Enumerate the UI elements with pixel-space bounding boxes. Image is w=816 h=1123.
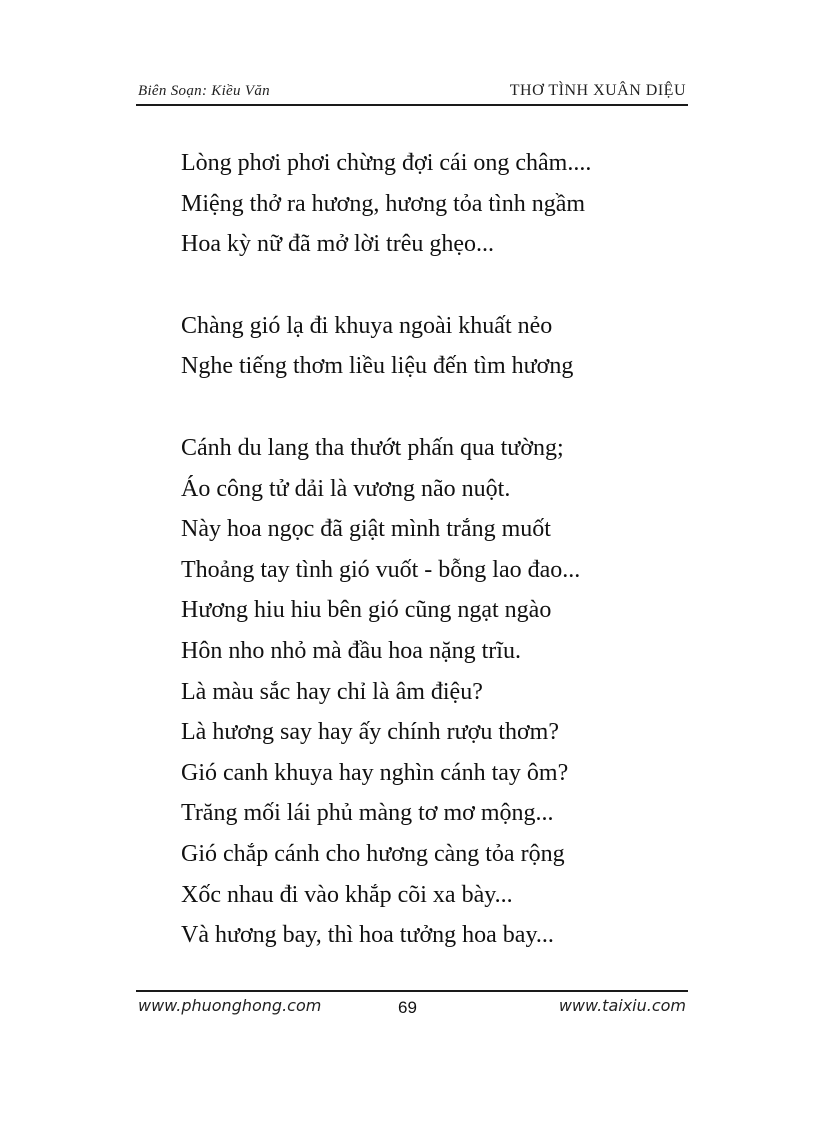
poem-line: Hoa kỳ nữ đã mở lời trêu ghẹo... — [181, 231, 494, 258]
poem-line: Này hoa ngọc đã giật mình trắng muốt — [181, 516, 551, 543]
poem-line: Hôn nho nhỏ mà đầu hoa nặng trĩu. — [181, 637, 521, 664]
poem-line: Nghe tiếng thơm liều liệu đến tìm hương — [181, 353, 574, 380]
poem-line: Hương hiu hiu bên gió cũng ngạt ngào — [181, 597, 552, 624]
poem-stanza — [181, 428, 701, 956]
poem-line: Cánh du lang tha thướt phấn qua tường; — [181, 434, 564, 461]
poem-line: Thoảng tay tình gió vuốt - bỗng lao đao... — [181, 556, 581, 583]
poem-line: Xốc nhau đi vào khắp cõi xa bày... — [181, 881, 513, 908]
page-footer — [136, 990, 688, 1022]
footer-website-right: www.taixiu.com — [558, 996, 686, 1015]
poem-line: Gió chắp cánh cho hương càng tỏa rộng — [181, 840, 565, 867]
poem-line: Miệng thở ra hương, hương tỏa tình ngầm — [181, 190, 586, 217]
poem-stanza — [181, 306, 701, 387]
poem-line: Trăng mối lái phủ màng tơ mơ mộng... — [181, 800, 554, 827]
poem-line: Và hương bay, thì hoa tưởng hoa bay... — [181, 922, 554, 949]
poem-line: Là màu sắc hay chỉ là âm điệu? — [181, 678, 483, 705]
poem-line: Lòng phơi phơi chừng đợi cái ong châm.... — [181, 150, 592, 176]
header-author: Biên Soạn: Kiều Văn — [138, 83, 270, 99]
page-header — [136, 82, 688, 106]
page-number: 69 — [398, 998, 417, 1017]
footer-website-left: www.phuonghong.com — [138, 996, 322, 1015]
poem-line: Gió canh khuya hay nghìn cánh tay ôm? — [181, 759, 569, 786]
poem-line: Áo công tử dải là vương não nuột. — [181, 475, 511, 502]
poem-body — [181, 143, 701, 997]
header-book-title: THƠ TÌNH XUÂN DIỆU — [509, 82, 686, 99]
poem-line: Là hương say hay ấy chính rượu thơm? — [181, 719, 559, 746]
poem-stanza — [181, 143, 701, 265]
poem-line: Chàng gió lạ đi khuya ngoài khuất nẻo — [181, 312, 553, 339]
